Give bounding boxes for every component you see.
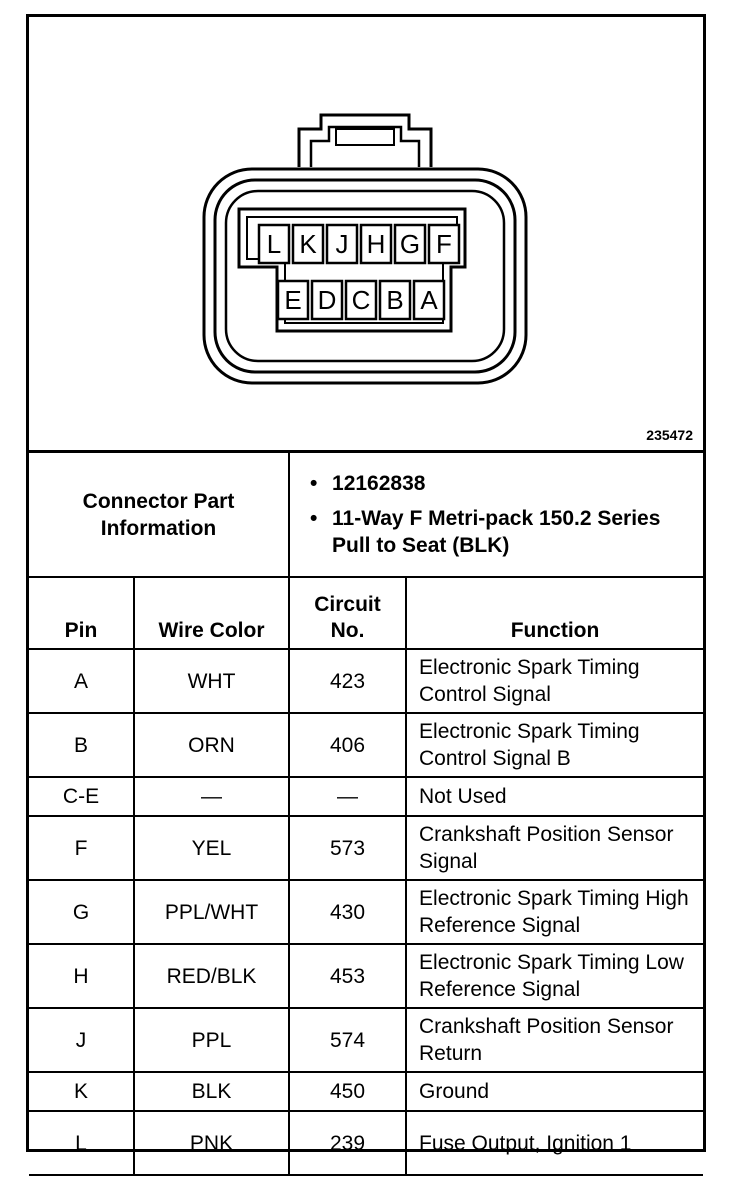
connector-sheet [26,14,706,1155]
bottom-row-pins [278,281,444,319]
connector-figure [29,17,703,453]
part-number: • 12162838 [332,470,693,497]
connector-info-label: Connector Part Information [29,453,289,577]
circuit-cell: 423 [289,649,406,713]
connector-info-row [29,453,703,577]
function-cell: Crankshaft Position Sensor Return [406,1008,703,1072]
table-row [29,649,703,713]
wire-color-cell: WHT [134,649,289,713]
table-row [29,777,703,816]
pin-cell: K [29,1072,134,1111]
pin-cell: H [29,944,134,1008]
wire-color-cell: PPL/WHT [134,880,289,944]
table-row [29,1072,703,1111]
pin-cell: F [29,816,134,880]
pin-label: B [386,285,404,315]
pin-label: C [351,285,371,315]
function-cell: Electronic Spark Timing Control Signal B [406,713,703,777]
circuit-cell: 406 [289,713,406,777]
table-row [29,880,703,944]
table-body [29,649,703,1175]
table-header-row [29,577,703,649]
function-cell: Electronic Spark Timing High Reference Signal [406,880,703,944]
circuit-cell: 450 [289,1072,406,1111]
circuit-cell: 239 [289,1111,406,1175]
wire-color-cell: PNK [134,1111,289,1175]
wire-color-cell: ORN [134,713,289,777]
pin-label: F [436,229,452,259]
circuit-cell: 574 [289,1008,406,1072]
connector-face-drawing [29,17,703,450]
wire-color-cell: YEL [134,816,289,880]
connector-description: • 11-Way F Metri-pack 150.2 Series Pull to Seat (BLK) [332,505,693,559]
pin-cell: B [29,713,134,777]
circuit-cell: — [289,777,406,816]
pin-label: J [335,229,349,259]
circuit-cell: 453 [289,944,406,1008]
function-cell: Fuse Output, Ignition 1 [406,1111,703,1175]
header-wire-color: Wire Color [134,577,289,649]
wire-color-cell: BLK [134,1072,289,1111]
pin-label: D [317,285,337,315]
header-function: Function [406,577,703,649]
pin-label: L [266,229,282,259]
function-cell: Ground [406,1072,703,1111]
pin-cell: C-E [29,777,134,816]
circuit-cell: 573 [289,816,406,880]
table-row [29,1111,703,1175]
header-pin: Pin [29,577,134,649]
pin-cell: G [29,880,134,944]
table-row [29,944,703,1008]
pin-label: K [299,229,317,259]
pin-cell: L [29,1111,134,1175]
circuit-cell: 430 [289,880,406,944]
table-row [29,1008,703,1072]
pin-label: G [399,229,421,259]
connector-info-details [289,453,703,577]
function-cell: Electronic Spark Timing Control Signal [406,649,703,713]
table-row [29,713,703,777]
function-cell: Crankshaft Position Sensor Signal [406,816,703,880]
header-circuit: Circuit No. [289,577,406,649]
function-cell: Not Used [406,777,703,816]
table-row [29,816,703,880]
function-cell: Electronic Spark Timing Low Reference Signal [406,944,703,1008]
wire-color-cell: PPL [134,1008,289,1072]
connector-table [29,453,703,1176]
figure-id: 235472 [646,427,693,443]
pin-cell: A [29,649,134,713]
pin-label: E [284,285,302,315]
pin-cell: J [29,1008,134,1072]
wire-color-cell: RED/BLK [134,944,289,1008]
pin-label: H [366,229,386,259]
wire-color-cell: — [134,777,289,816]
pin-label: A [420,285,438,315]
